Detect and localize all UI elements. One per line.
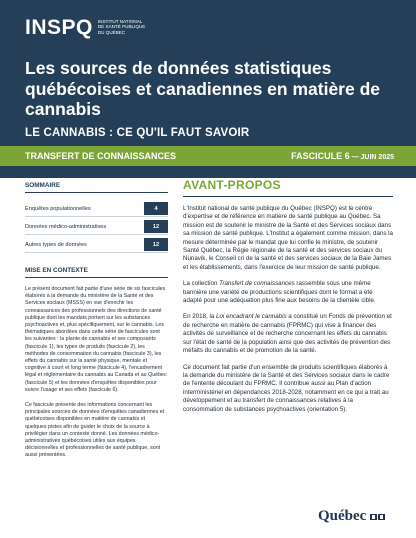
document-title: Les sources de données statistiques québécoises et canadiennes en matière de cannabis: [25, 58, 381, 119]
avant-propos-paragraph: [183, 313, 393, 355]
logo-sub-line: DU QUÉBEC: [97, 29, 126, 35]
fleur-de-lis-flag-icon: [370, 514, 386, 520]
logo-sub-line: INSTITUT NATIONAL: [97, 19, 143, 24]
toc-item-page: 12: [144, 220, 168, 233]
collection-name: Transfert de connaissances: [219, 280, 295, 288]
fascicule-label: [291, 151, 394, 161]
section-divider: [183, 196, 393, 197]
avant-propos-paragraph: Ce document fait partie d'un ensemble de produits scientifiques élaborés à la demande du ministère de la Santé et des Services sociaux dans le cadre de l'entente découlant du FPRMC. Il contribue aussi au Plan d'action interministériel en dépendances 2018-2028, notamment en ce qui a trait au développement et au transfert de connaissances relatives à la consommation de substances psychoactives (orientation 5).: [183, 363, 390, 413]
table-of-contents: [25, 201, 168, 253]
context-paragraph: Le présent document fait partie d'une série de six fascicules élaborés à la demande du ministère de la Santé et des Services sociaux (MSSS) en vue d'enrichir les connaissances des professionnels des directions de santé publique dont les mandats portent sur les substances psychoactives et, plus spécifiquement, sur le cannabis. Les thématiques abordées dans cette série de fascicules sont les suivantes : la plante de cannabis et ses composants (fascicule 1), les types de produits (fascicule 2), les méthodes de consommation du cannabis (fascicule 3), les effets du cannabis sur la santé physique, mentale et cognitive à court et long terme (fascicule 4), l'encadrement légal et réglementaire du cannabis au Canada et au Québec (fascicule 5) et les données d'enquêtes disponibles pour suivre l'usage et ses effets (fascicule 6).: [25, 286, 167, 393]
text-run: La collection: [183, 280, 220, 288]
fascicule-number: FASCICULE 6: [291, 151, 350, 161]
avant-propos-heading: AVANT-PROPOS: [183, 178, 281, 192]
sidebar: [25, 182, 168, 460]
avant-propos-paragraph: L'Institut national de santé publique du Québec (INSPQ) est le centre d'expertise et de référence en matière de santé publique au Québec. Sa mission est de soutenir le ministre de la Santé et des Services sociaux dans sa mission de santé publique. L'Institut a également comme mission, dans la mesure déterminée par le mandat que lui confie le ministre, de soutenir Santé Québec, la Régie régionale de la santé et des services sociaux du Nunavik, le Conseil cri de la santé et des services sociaux de la Baie James et les établissements, dans l'exercice de leur mission de santé publique.: [183, 205, 393, 271]
logo-sub-line: DE SANTÉ PUBLIQUE: [97, 24, 146, 30]
toc-item-page: 12: [144, 238, 168, 251]
logo-subtitle: [98, 19, 168, 35]
mise-en-contexte-heading: MISE EN CONTEXTE: [25, 267, 168, 278]
toc-item-label: Données médico-administratives: [25, 223, 107, 230]
inspq-logo[interactable]: [25, 17, 168, 38]
toc-item[interactable]: [25, 219, 168, 235]
avant-propos-paragraph: [183, 280, 393, 305]
quebec-logo[interactable]: [318, 508, 386, 525]
text-run: En 2018, la: [183, 313, 217, 321]
main-content: [183, 178, 393, 422]
series-subtitle: LE CANNABIS : CE QU'IL FAUT SAVOIR: [25, 127, 250, 139]
info-band: [0, 146, 416, 166]
text-run: a constitué un Fonds de prévention et de recherche en matière de cannabis (FPRMC) qui vise à financer des activités de surveillance et de recherche concernant les effets du cannabis sur l'état de santé de la population ainsi que des activités de prévention des méfaits du cannabis et de promotion de la santé.: [183, 313, 392, 355]
collection-label: TRANSFERT DE CONNAISSANCES: [25, 151, 177, 161]
toc-item[interactable]: [25, 201, 168, 217]
quebec-wordmark: Québec: [318, 508, 367, 524]
law-name: Loi encadrant le cannabis: [216, 313, 287, 321]
logo-mark: INSPQ: [25, 16, 93, 39]
toc-item-label: Enquêtes populationnelles: [25, 205, 91, 212]
context-paragraph: Ce fascicule présente des informations concernant les principales sources de données d'enquêtes canadiennes et québécoises disponibles en matière de cannabis et quelques pistes afin de guider le choix de la source à privilégier dans un contexte donné. Les données médico-administratives québécoises utiles aux équipes décisionnelles et professionnelles de santé publique, sont aussi présentées.: [25, 402, 165, 459]
sommaire-heading: SOMMAIRE: [25, 182, 168, 193]
toc-item-label: Autres types de données: [25, 241, 87, 248]
toc-item[interactable]: [25, 237, 168, 253]
toc-item-page: 4: [144, 202, 168, 215]
text-run: rassemble sous une même bannière une variété de productions scientifiques dont le format a été adapté pour une adéquation plus fine aux besoins de la clientèle cible.: [183, 280, 376, 305]
publication-date: — JUIN 2025: [349, 154, 394, 161]
